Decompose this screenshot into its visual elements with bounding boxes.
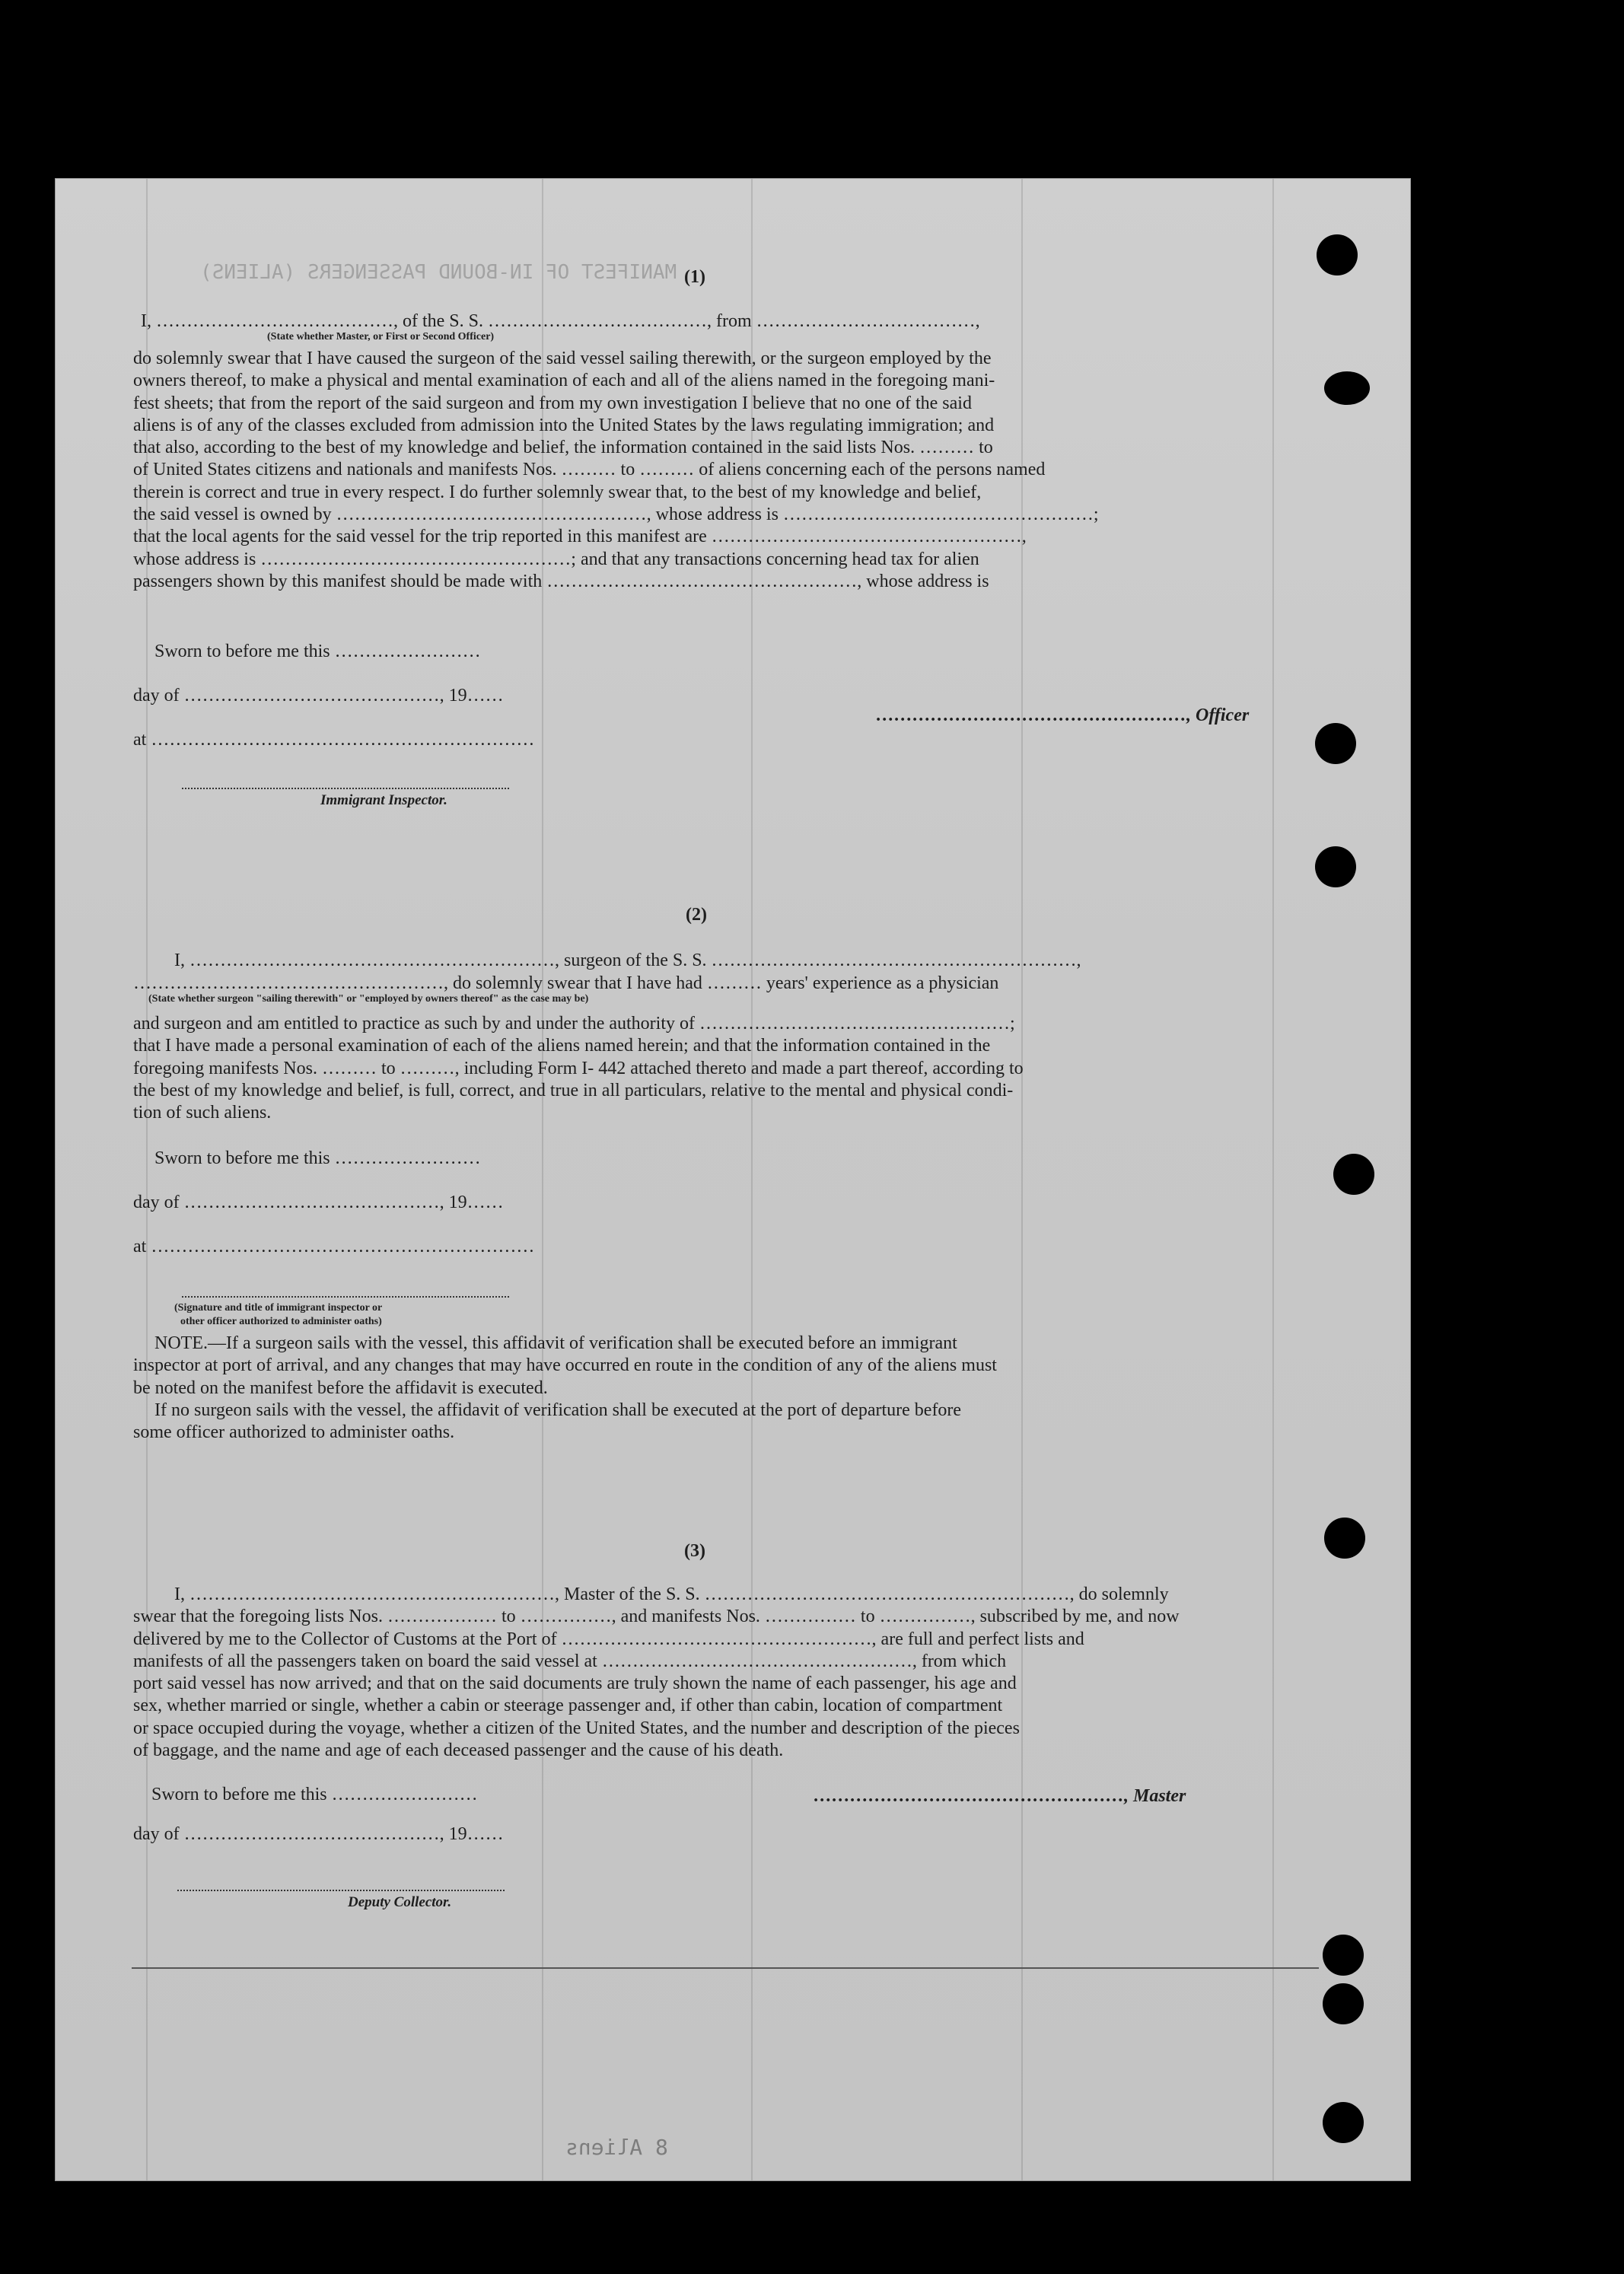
section-2-sworn: Sworn to before me this ……………………	[154, 1148, 481, 1168]
section-2-experience-line: ……………………………………………, do solemnly swear that I have had ……… years' experience as a physician	[133, 973, 999, 993]
section-1-number: (1)	[684, 267, 705, 287]
section-3-body-line: swear that the foregoing lists Nos. ……………… to ……………, and manifests Nos. …………… to ……………, subscribed by me, and now	[133, 1607, 1180, 1627]
manifest-page	[55, 178, 1411, 2181]
section-3-number: (3)	[684, 1541, 705, 1561]
section-2-day-of: day of ……………………………………, 19……	[133, 1193, 504, 1212]
section-1-body-line: whose address is ……………………………………………; and that any transactions concerning head tax for alien	[133, 549, 979, 569]
section-2-signature-hint-1: (Signature and title of immigrant inspector or	[174, 1302, 383, 1314]
immigrant-inspector-label: Immigrant Inspector.	[320, 792, 447, 808]
section-2-number: (2)	[686, 905, 707, 925]
section-2-note	[133, 1333, 1320, 1444]
section-3-body-line: I, ……………………………………………………, Master of the S. S. ……………………………………………………, do solemnly	[174, 1584, 1169, 1604]
officer-signature: ……………………………………………, Officer	[876, 705, 1250, 725]
section-2-body-line: and surgeon and am entitled to practice as such by and under the authority of ……………………………………………;	[133, 1014, 1015, 1033]
section-3-body-line: of baggage, and the name and age of each deceased passenger and the cause of his death.	[133, 1741, 784, 1761]
section-1-body-line: the said vessel is owned by ……………………………………………, whose address is ……………………………………………;	[133, 505, 1099, 525]
bleed-through-header: MANIFEST OF IN-BOUND PASSENGERS (ALIENS)	[200, 261, 677, 284]
section-3-body-line: manifests of all the passengers taken on board the said vessel at ……………………………………………, from which	[133, 1651, 1007, 1671]
section-1-body-line: do solemnly swear that I have caused the surgeon of the said vessel sailing therewith, or the surgeon employed by the	[133, 349, 992, 368]
note-line: If no surgeon sails with the vessel, the affidavit of verification shall be executed at the port of departure before	[154, 1400, 962, 1420]
section-2-body	[133, 1013, 1320, 1124]
master-signature: ……………………………………………, Master	[814, 1786, 1186, 1806]
section-1-body-line: that the local agents for the said vessel for the trip reported in this manifest are ……………………………………………,	[133, 527, 1027, 547]
section-2-body-line: tion of such aliens.	[133, 1103, 272, 1123]
section-3-sworn: Sworn to before me this ……………………	[151, 1785, 478, 1804]
section-1-day-of: day of ……………………………………, 19……	[133, 686, 504, 705]
binder-hole	[1323, 1935, 1364, 1976]
section-2-body-line: that I have made a personal examination of each of the aliens named herein; and that the information contained in the	[133, 1036, 991, 1056]
note-line: inspector at port of arrival, and any changes that may have occurred en route in the condition of any of the aliens must	[133, 1355, 997, 1376]
binder-hole	[1324, 371, 1370, 405]
section-2-signature-hint-2: other officer authorized to administer oaths)	[180, 1316, 382, 1327]
surgeon-witness-signature-line	[182, 1296, 509, 1298]
section-3-body-line: port said vessel has now arrived; and that on the said documents are truly shown the name of each passenger, his age and	[133, 1674, 1017, 1694]
binder-hole	[1317, 234, 1358, 275]
section-1-body-line: therein is correct and true in every respect. I do further solemnly swear that, to the best of my knowledge and belief,	[133, 482, 982, 502]
section-2-oath-line: I, ……………………………………………………, surgeon of the S. S. ……………………………………………………,	[174, 951, 1081, 970]
section-1-body-line: fest sheets; that from the report of the said surgeon and from my own investigation I believe that no one of the said	[133, 393, 972, 413]
deputy-collector-signature-line	[177, 1890, 505, 1891]
section-1-oath-line: I, …………………………………, of the S. S. ………………………………, from ………………………………,	[141, 311, 980, 331]
binder-hole	[1315, 846, 1356, 887]
section-1-sworn: Sworn to before me this ……………………	[154, 642, 481, 661]
section-3-body-line: delivered by me to the Collector of Customs at the Port of ……………………………………………, are full and perfect lists and	[133, 1629, 1084, 1649]
section-1-body	[133, 348, 1320, 593]
bottom-stamp: 8 Aliens	[565, 2135, 668, 2160]
section-1-at: at ………………………………………………………	[133, 730, 535, 750]
section-3-body-line: or space occupied during the voyage, whether a citizen of the United States, and the number and description of the pieces	[133, 1718, 1020, 1738]
inspector-signature-line	[182, 788, 509, 789]
section-3-day-of: day of ……………………………………, 19……	[133, 1824, 504, 1844]
section-3-body	[133, 1584, 1320, 1762]
deputy-collector-label: Deputy Collector.	[348, 1894, 452, 1910]
section-1-body-line: aliens is of any of the classes excluded from admission into the United States by the laws regulating immigration; and	[133, 415, 995, 435]
section-1-body-line: owners thereof, to make a physical and mental examination of each and all of the aliens named in the foregoing mani-	[133, 371, 995, 391]
section-1-body-line: of United States citizens and nationals and manifests Nos. ……… to ……… of aliens concerning each of the persons named	[133, 460, 1046, 480]
section-2-body-line: foregoing manifests Nos. ……… to ………, including Form I- 442 attached thereto and made a part thereof, according to	[133, 1058, 1024, 1078]
binder-hole	[1324, 1518, 1365, 1559]
binder-hole	[1323, 1983, 1364, 2024]
section-1-body-line: that also, according to the best of my knowledge and belief, the information contained in the said lists Nos. ……… to	[133, 438, 993, 458]
binder-hole	[1333, 1154, 1374, 1195]
section-2-at: at ………………………………………………………	[133, 1237, 535, 1256]
note-line: be noted on the manifest before the affidavit is executed.	[133, 1377, 548, 1398]
section-2-surgeon-hint: (State whether surgeon "sailing therewith" or "employed by owners thereof" as the case may be)	[148, 993, 589, 1005]
section-2-body-line: the best of my knowledge and belief, is full, correct, and true in all particulars, relative to the mental and physical condi-	[133, 1080, 1014, 1100]
bottom-rule	[132, 1967, 1319, 1969]
note-line: some officer authorized to administer oaths.	[133, 1422, 455, 1443]
section-3-body-line: sex, whether married or single, whether a cabin or steerage passenger and, if other than cabin, location of compartment	[133, 1696, 1003, 1716]
binder-hole	[1323, 2102, 1364, 2143]
binder-hole	[1315, 723, 1356, 764]
section-1-body-line: passengers shown by this manifest should be made with ……………………………………………, whose address is	[133, 571, 989, 591]
section-1-officer-hint: (State whether Master, or First or Second Officer)	[267, 331, 495, 342]
note-line: NOTE.—If a surgeon sails with the vessel, this affidavit of verification shall be executed before an immigrant	[154, 1333, 957, 1353]
